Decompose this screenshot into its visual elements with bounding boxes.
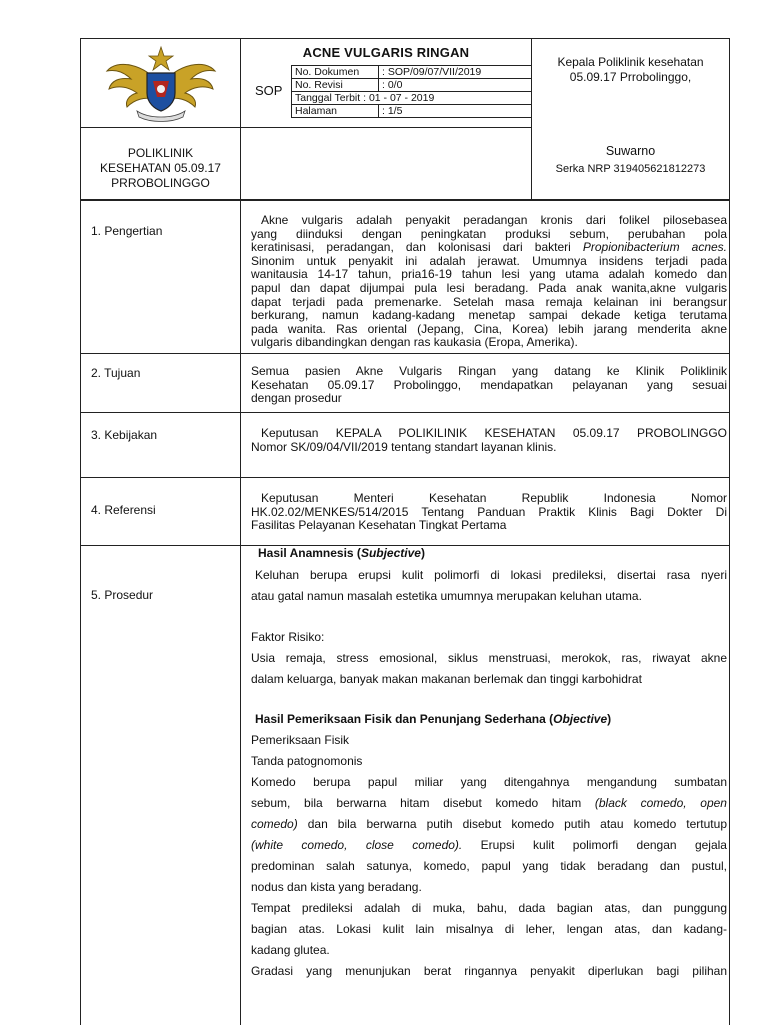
bacteria-name: Propionibacterium acnes. [582, 240, 728, 255]
keluhan-line: Keluhan berupa erupsi kulit polimorfi di lokasi predileksi, disertai rasa nyeri [255, 568, 727, 582]
text-span: Akne vulgaris adalah penyakit peradangan kronis dari folikel pilosebasea [261, 213, 727, 227]
text-line: Semua pasien Akne Vulgaris Ringan yang datang ke Klinik Poliklinik [251, 364, 727, 378]
text-line [251, 241, 727, 255]
text-span: Keputusan KEPALA POLIKILINIK KESEHATAN 05.09.17 PROBOLINGGO [261, 426, 727, 440]
sop-label: SOP [255, 83, 283, 98]
section-label: 3. Kebijakan [91, 428, 158, 442]
document-meta-table [291, 65, 532, 118]
meta-value: : 0/0 [379, 79, 532, 92]
text-span: keratinisasi, peradangan, dan kolonisasi dari bakteri [251, 240, 583, 255]
pengertian-content-cell [240, 200, 730, 354]
italic-span: comedo) [251, 817, 298, 831]
text-line [251, 492, 727, 506]
text-line: dapat terjadi pada premenarke. Setelah masa remaja kelainan ini berangsur [251, 294, 727, 309]
military-emblem-icon [103, 45, 219, 123]
meta-value: : SOP/09/07/VII/2019 [379, 66, 532, 79]
text-span: Keputusan Menteri Kesehatan Republik Indonesia Nomor [261, 491, 727, 505]
meta-key: No. Dokumen [292, 66, 379, 79]
heading-text: Hasil Anamnesis ( [258, 546, 361, 560]
komedo-line: Komedo berupa papul miliar yang ditengahnya mengandung sumbatan [251, 775, 727, 789]
heading-italic: Subjective [360, 546, 421, 560]
text-span: Erupsi kulit polimorfi dengan gejala [462, 838, 727, 852]
italic-span: (black comedo, open [594, 796, 727, 810]
tujuan-label-cell [80, 353, 241, 413]
sop-header-cell [240, 38, 532, 128]
meta-key: No. Revisi [292, 79, 379, 92]
signer-title [532, 55, 729, 85]
meta-row [292, 66, 532, 79]
faktor-line: Usia remaja, stress emosional, siklus menstruasi, merokok, ras, riwayat akne [251, 651, 727, 665]
clinic-name-line: KESEHATAN 05.09.17 [100, 161, 221, 175]
tempat-line: kadang glutea. [251, 943, 330, 957]
text-line: yang diinduksi dengan peningkatan produksi sebum, perubahan pola [251, 226, 727, 241]
prosedur-label-cell [80, 545, 241, 1025]
pemeriksaan-label: Pemeriksaan Fisik [251, 733, 350, 747]
italic-span: (white comedo, close comedo). [251, 838, 463, 852]
text-line: HK.02.02/MENKES/514/2015 Tentang Panduan Praktik Klinis Bagi Dokter Di [251, 504, 727, 519]
logo-cell [80, 38, 241, 128]
meta-key: Tanggal Terbit [295, 92, 361, 104]
heading-italic: Objective [553, 712, 608, 726]
tujuan-content-cell [240, 353, 730, 413]
meta-row [292, 79, 532, 92]
tanda-label: Tanda patognomonis [251, 754, 363, 768]
text-span: dan bila berwarna putih disebut komedo putih atau komedo tertutup [297, 817, 727, 831]
komedo-line [251, 838, 727, 852]
fisik-heading [255, 712, 727, 726]
keluhan-line: atau gatal namun masalah estetika umumnya merupakan keluhan utama. [251, 589, 642, 603]
signer-rank: Serka NRP 319405621812273 [555, 163, 706, 175]
heading-text: ) [607, 712, 612, 726]
signer-name: Suwarno [605, 144, 656, 158]
referensi-content-cell [240, 477, 730, 546]
signer-title-line: Kepala Poliklinik kesehatan [557, 55, 704, 69]
text-line: Fasilitas Pelayanan Kesehatan Tingkat Pertama [251, 518, 507, 533]
section-label: 1. Pengertian [91, 224, 163, 238]
meta-row [292, 92, 532, 105]
text-line: pada wanita. Ras oriental (Jepang, Cina, Korea) lebih jarang menderita akne [251, 321, 727, 336]
kebijakan-label-cell [80, 412, 241, 478]
kebijakan-content-cell [240, 412, 730, 478]
tempat-line: bagian atas. Lokasi kulit lain misalnya di leher, lengan atas, dan kadang- [251, 922, 727, 936]
section-label: 4. Referensi [91, 503, 156, 517]
clinic-name-line: PRROBOLINGGO [111, 176, 210, 190]
clinic-name-line: POLIKLINIK [127, 146, 194, 160]
faktor-line: dalam keluarga, banyak makan makanan berlemak dan tinggi karbohidrat [251, 672, 642, 686]
signer-cell [531, 38, 730, 200]
blank-cell [240, 127, 532, 200]
prosedur-content-cell [240, 545, 730, 1025]
section-label: 2. Tujuan [91, 366, 141, 380]
text-span: sebum, bila berwarna hitam disebut komedo hitam [251, 796, 595, 810]
faktor-label: Faktor Risiko: [251, 630, 325, 644]
meta-value: : 01 - 07 - 2019 [363, 92, 435, 104]
referensi-paragraph [251, 492, 727, 533]
komedo-line [251, 817, 727, 831]
pengertian-label-cell [80, 200, 241, 354]
text-line: papul dan dapat dijumpai pula lesi beradang. Pada anak wanita,akne vulgaris [251, 280, 727, 295]
text-line: Kesehatan 05.09.17 Probolinggo, mendapatkan pelayanan yang sesuai [251, 377, 727, 392]
text-line: wanitausia 14-17 tahun, pria16-19 tahun lesi yang utama adalah komedo dan [251, 267, 727, 282]
meta-value: : 1/5 [379, 105, 532, 118]
tempat-line: Tempat predileksi adalah di muka, bahu, dada bagian atas, dan punggung [251, 901, 727, 915]
clinic-name-cell [80, 127, 241, 200]
pengertian-paragraph [251, 214, 727, 350]
clinic-name [81, 146, 240, 191]
heading-text: Hasil Pemeriksaan Fisik dan Penunjang Sederhana ( [255, 712, 554, 726]
text-line: berkurang, namun kadang-kadang menetap sampai dekade ketiga terutama [251, 308, 727, 323]
komedo-line [251, 796, 727, 810]
referensi-label-cell [80, 477, 241, 546]
komedo-line: nodus dan kista yang beradang. [251, 880, 422, 894]
text-line [251, 214, 727, 228]
text-line: Nomor SK/09/04/VII/2019 tentang standart layanan klinis. [251, 439, 557, 454]
anamnesis-heading [258, 546, 727, 560]
meta-key: Halaman [292, 105, 379, 118]
tujuan-paragraph [251, 365, 727, 406]
section-label: 5. Prosedur [91, 588, 154, 602]
meta-key-value [292, 92, 532, 105]
document-title: ACNE VULGARIS RINGAN [302, 45, 470, 60]
text-line: dengan prosedur [251, 391, 342, 406]
text-line: Sinonim untuk penyakit ini adalah jerawat. Umumnya insidens terjadi pada [251, 253, 727, 268]
komedo-line: predominan salah satunya, komedo, papul yang tidak beradang dan pustul, [251, 859, 727, 873]
gradasi-line: Gradasi yang menunjukan berat ringannya penyakit diperlukan bagi pilihan [251, 964, 727, 978]
heading-text: ) [420, 546, 425, 560]
text-line [251, 427, 727, 441]
signer-title-line: 05.09.17 Prrobolinggo, [569, 70, 692, 84]
text-line: vulgaris dibandingkan dengan ras kaukasia (Eropa, Amerika). [251, 335, 578, 350]
kebijakan-paragraph [251, 427, 727, 454]
meta-row [292, 105, 532, 118]
